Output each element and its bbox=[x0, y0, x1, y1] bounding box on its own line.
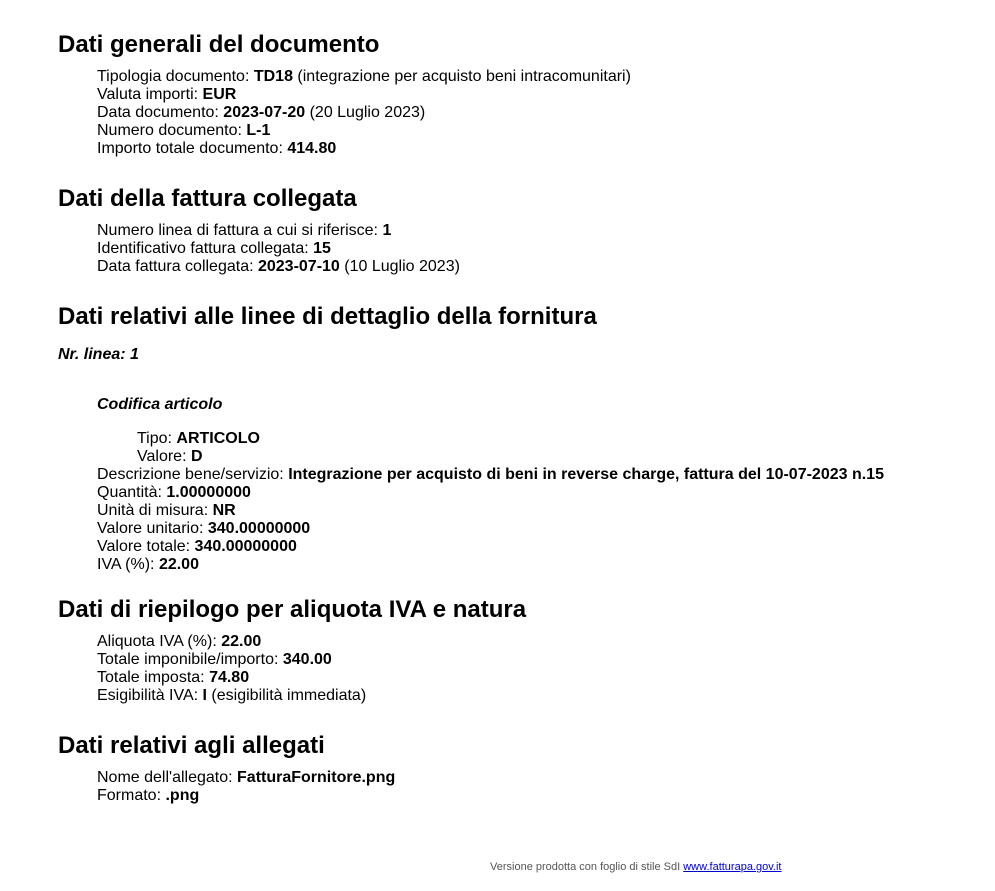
field-description: (integrazione per acquisto beni intracomunitari) bbox=[292, 68, 631, 85]
field-iva bbox=[97, 556, 884, 574]
field-label: Identificativo fattura collegata: bbox=[97, 240, 314, 257]
line-number-title: Nr. linea: 1 bbox=[58, 346, 139, 363]
field-value: 74.80 bbox=[209, 669, 250, 686]
field-value: .png bbox=[165, 787, 200, 804]
field-value: 1 bbox=[382, 222, 392, 239]
field-value: FatturaFornitore.png bbox=[237, 769, 396, 786]
field-valore bbox=[137, 448, 260, 466]
field-label: Importo totale documento: bbox=[97, 140, 288, 157]
section-linee-dettaglio bbox=[58, 303, 597, 331]
field-value: 414.80 bbox=[287, 140, 337, 157]
footer-text: Versione prodotta con foglio di stile SdI bbox=[490, 861, 684, 873]
field-identificativo bbox=[97, 240, 460, 258]
field-value: D bbox=[190, 448, 203, 465]
section-title: Dati relativi alle linee di dettaglio della fornitura bbox=[58, 303, 597, 330]
section-title: Dati relativi agli allegati bbox=[58, 732, 325, 759]
field-importo-totale bbox=[97, 140, 631, 158]
field-value: ARTICOLO bbox=[176, 430, 260, 447]
field-description: (esigibilità immediata) bbox=[206, 687, 367, 704]
field-label: Valuta importi: bbox=[97, 86, 203, 103]
field-data-documento bbox=[97, 104, 631, 122]
field-label: Tipologia documento: bbox=[97, 68, 254, 85]
field-label: Data fattura collegata: bbox=[97, 258, 258, 275]
field-value: Integrazione per acquisto di beni in reverse charge, fattura del 10-07-2023 n.15 bbox=[288, 466, 884, 483]
field-value: EUR bbox=[202, 86, 237, 103]
field-formato bbox=[97, 787, 395, 805]
field-value: TD18 bbox=[253, 68, 293, 85]
field-description: (10 Luglio 2023) bbox=[339, 258, 460, 275]
field-label: Descrizione bene/servizio: bbox=[97, 466, 289, 483]
field-esigibilita bbox=[97, 687, 526, 705]
field-value: 340.00000000 bbox=[194, 538, 297, 555]
section-allegati bbox=[58, 732, 395, 805]
field-label: IVA (%): bbox=[97, 556, 159, 573]
field-label: Nome dell'allegato: bbox=[97, 769, 238, 786]
section-dati-generali bbox=[58, 31, 631, 158]
field-label: Tipo: bbox=[137, 430, 177, 447]
field-label: Data documento: bbox=[97, 104, 224, 121]
section-riepilogo bbox=[58, 596, 526, 705]
field-value: 2023-07-20 bbox=[223, 104, 306, 121]
section-title: Dati della fattura collegata bbox=[58, 185, 357, 212]
field-list bbox=[97, 769, 395, 805]
field-value: 2023-07-10 bbox=[257, 258, 340, 275]
field-valuta bbox=[97, 86, 631, 104]
codifica-field-list bbox=[137, 430, 260, 466]
field-label: Numero linea di fattura a cui si riferisce: bbox=[97, 222, 383, 239]
field-valore-unitario bbox=[97, 520, 884, 538]
field-label: Valore unitario: bbox=[97, 520, 208, 537]
field-nome-allegato bbox=[97, 769, 395, 787]
field-label: Totale imposta: bbox=[97, 669, 210, 686]
line-field-list bbox=[97, 466, 884, 574]
field-value: 22.00 bbox=[158, 556, 199, 573]
field-descrizione bbox=[97, 466, 884, 484]
field-value: I bbox=[202, 687, 207, 704]
codifica-articolo-title: Codifica articolo bbox=[97, 396, 223, 413]
field-value: NR bbox=[212, 502, 236, 519]
field-value: 1.00000000 bbox=[166, 484, 251, 501]
field-tipo bbox=[137, 430, 260, 448]
section-fattura-collegata bbox=[58, 185, 460, 276]
section-title: Dati di riepilogo per aliquota IVA e natura bbox=[58, 596, 527, 623]
field-value: L-1 bbox=[246, 122, 271, 139]
field-description: (20 Luglio 2023) bbox=[305, 104, 426, 121]
field-valore-totale bbox=[97, 538, 884, 556]
field-list bbox=[97, 68, 631, 158]
fatturapa-link[interactable]: www.fatturapa.gov.it bbox=[683, 861, 782, 873]
field-tipologia bbox=[97, 68, 631, 86]
field-aliquota bbox=[97, 633, 526, 651]
field-numero-linea bbox=[97, 222, 460, 240]
field-value: 340.00 bbox=[282, 651, 332, 668]
field-value: 15 bbox=[313, 240, 331, 257]
field-imponibile bbox=[97, 651, 526, 669]
field-quantita bbox=[97, 484, 884, 502]
field-label: Valore: bbox=[137, 448, 191, 465]
field-value: 340.00000000 bbox=[207, 520, 311, 537]
field-label: Aliquota IVA (%): bbox=[97, 633, 222, 650]
field-value: 22.00 bbox=[221, 633, 262, 650]
field-list bbox=[97, 633, 526, 705]
field-label: Formato: bbox=[97, 787, 166, 804]
field-list bbox=[97, 222, 460, 276]
field-label: Quantità: bbox=[97, 484, 167, 501]
field-label: Esigibilità IVA: bbox=[97, 687, 203, 704]
footer bbox=[490, 860, 781, 874]
section-title: Dati generali del documento bbox=[58, 31, 380, 58]
field-unita-misura bbox=[97, 502, 884, 520]
field-numero-documento bbox=[97, 122, 631, 140]
field-data-fattura bbox=[97, 258, 460, 276]
field-imposta bbox=[97, 669, 526, 687]
field-label: Totale imponibile/importo: bbox=[97, 651, 283, 668]
field-label: Valore totale: bbox=[97, 538, 195, 555]
field-label: Unità di misura: bbox=[97, 502, 213, 519]
field-label: Numero documento: bbox=[97, 122, 247, 139]
